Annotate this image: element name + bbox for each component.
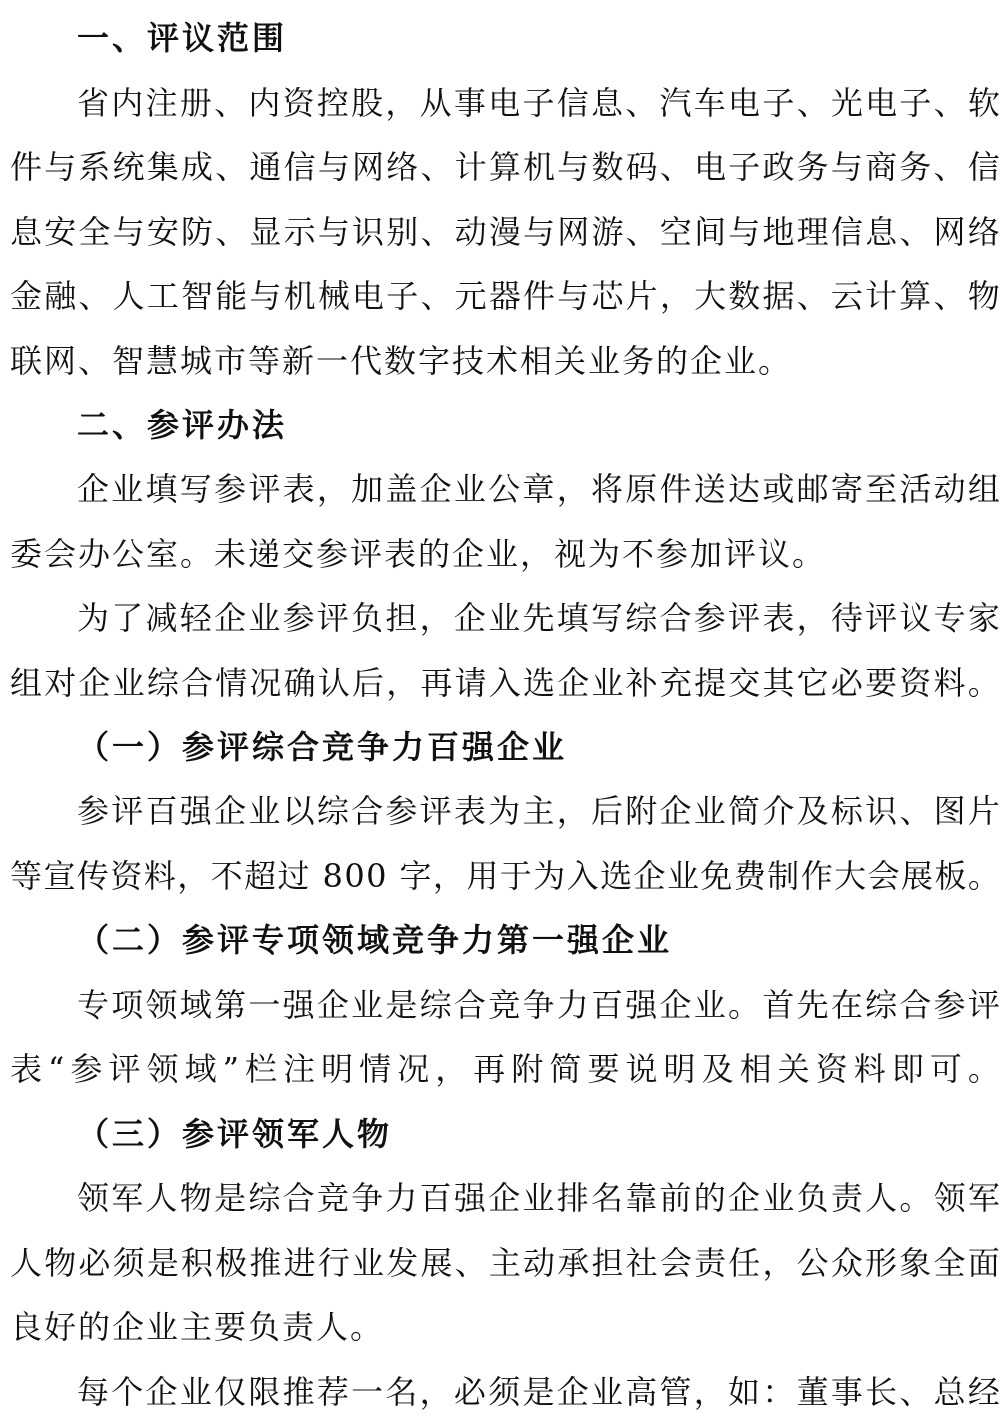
paragraph-line: 表 “ 参 评 领 域 ” 栏 注 明 情 况 ， 再 附 简 要 说 明 及 相 关 资 料 即 可 。 [10,1050,1000,1088]
paragraph-line: 专 项 领 域 第 一 强 企 业 是 综 合 竞 争 力 百 强 企 业 。 首 先 在 综 合 参 评 [77,986,1000,1024]
subsection-heading: （二）参评专项领域竞争力第一强企业 [77,921,673,959]
paragraph-line: 等 宣 传 资 料 ， 不 超 过 8 0 0 字 ， 用 于 为 入 选 企 业 免 费 制 作 大 会 展 板 。 [10,857,1000,895]
paragraph-line: 良好的企业主要负责人。 [10,1308,385,1346]
section-heading: 二、参评办法 [77,406,288,444]
paragraph-line: 为 了 减 轻 企 业 参 评 负 担 ， 企 业 先 填 写 综 合 参 评 表 ， 待 评 议 专 家 [77,599,1000,637]
paragraph-line: 领 军 人 物 是 综 合 竞 争 力 百 强 企 业 排 名 靠 前 的 企 业 负 责 人 。 领 军 [77,1179,1000,1217]
paragraph-line: 企 业 填 写 参 评 表 ， 加 盖 企 业 公 章 ， 将 原 件 送 达 或 邮 寄 至 活 动 组 [77,470,1000,508]
paragraph-line: 每 个 企 业 仅 限 推 荐 一 名 ， 必 须 是 企 业 高 管 ， 如 ： 董 事 长 、 总 经 [77,1373,1000,1411]
paragraph-line: 息 安 全 与 安 防 、 显 示 与 识 别 、 动 漫 与 网 游 、 空 间 与 地 理 信 息 、 网 络 [10,213,1000,251]
paragraph-line: 组 对 企 业 综 合 情 况 确 认 后 ， 再 请 入 选 企 业 补 充 提 交 其 它 必 要 资 料 。 [10,664,1000,702]
subsection-heading: （一）参评综合竞争力百强企业 [77,728,568,766]
paragraph-line: 省 内 注 册 、 内 资 控 股 ， 从 事 电 子 信 息 、 汽 车 电 子 、 光 电 子 、 软 [77,84,1000,122]
subsection-heading: （三）参评领军人物 [77,1115,393,1153]
paragraph-line: 人 物 必 须 是 积 极 推 进 行 业 发 展 、 主 动 承 担 社 会 责 任 ， 公 众 形 象 全 面 [10,1244,1000,1282]
paragraph-line: 委会办公室。未递交参评表的企业，视为不参加评议。 [10,535,827,573]
paragraph-line: 件 与 系 统 集 成 、 通 信 与 网 络 、 计 算 机 与 数 码 、 电 子 政 务 与 商 务 、 信 [10,148,1000,186]
paragraph-line: 金 融 、 人 工 智 能 与 机 械 电 子 、 元 器 件 与 芯 片 ， 大 数 据 、 云 计 算 、 物 [10,277,1000,315]
section-heading: 一、评议范围 [77,19,288,57]
paragraph-line: 联网、智慧城市等新一代数字技术相关业务的企业。 [10,342,793,380]
paragraph-line: 参 评 百 强 企 业 以 综 合 参 评 表 为 主 ， 后 附 企 业 简 介 及 标 识 、 图 片 [77,792,1000,830]
